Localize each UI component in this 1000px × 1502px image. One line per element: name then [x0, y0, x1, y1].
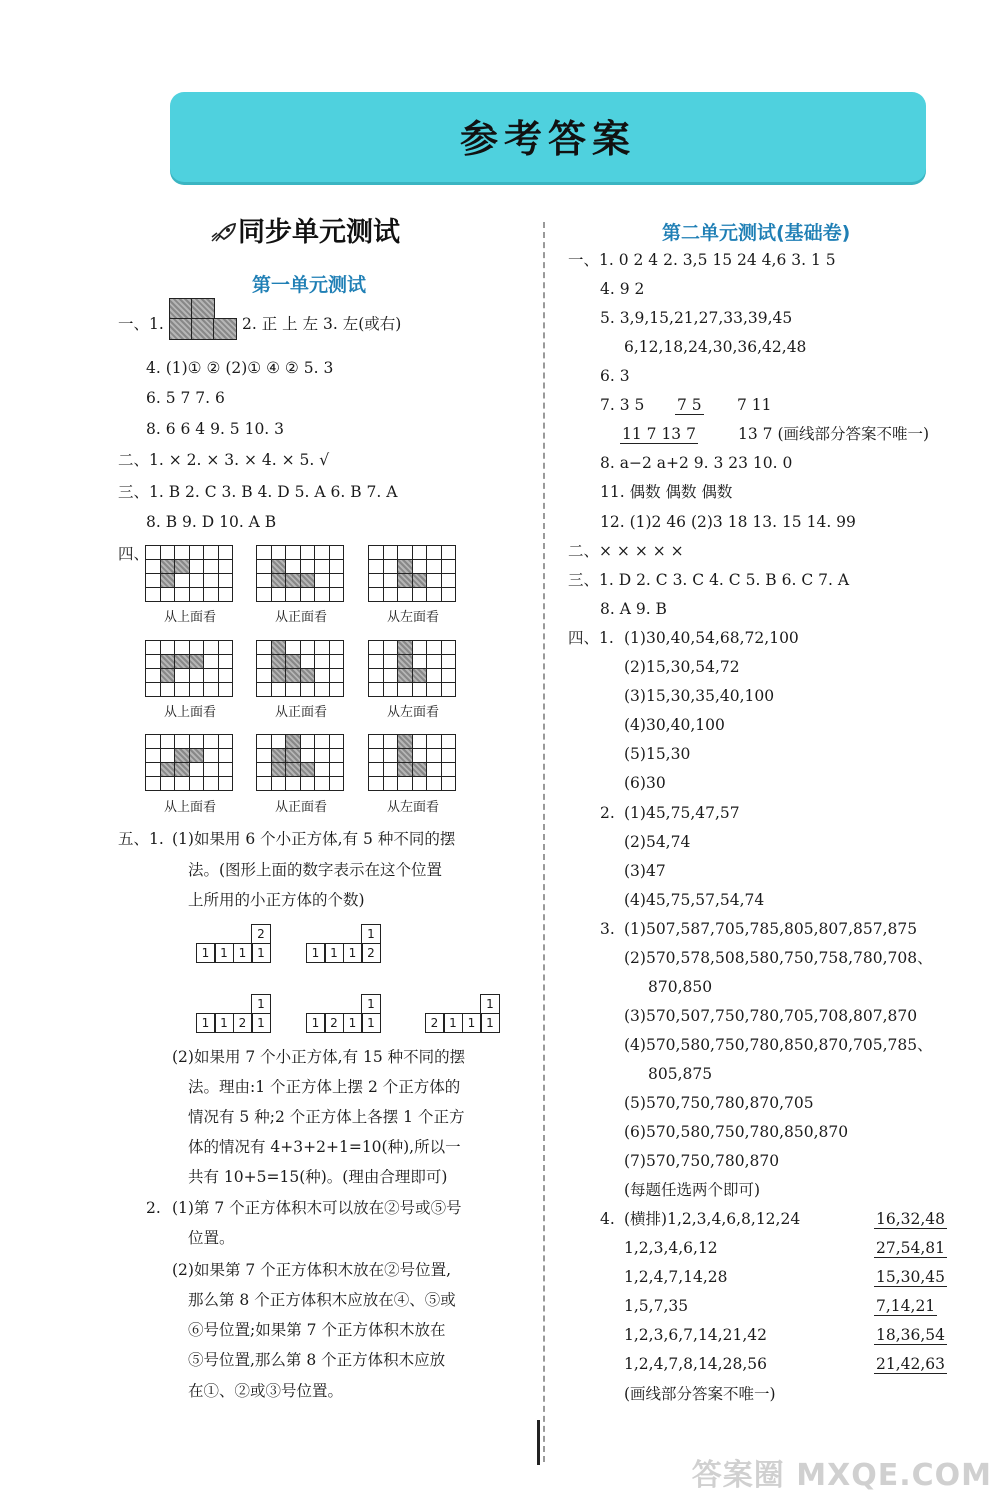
answer-line: 1,2,4,7,8,14,28,56: [624, 1355, 767, 1373]
answer-line: (4)30,40,100: [624, 716, 725, 734]
banner-title: 参考答案: [459, 117, 636, 161]
answer-line: (2)570,578,508,580,750,758,780,708、: [624, 949, 933, 967]
underlined-answer: 27,54,81: [876, 1239, 946, 1257]
view-grid: [145, 734, 233, 791]
answer-line: [874, 1354, 947, 1374]
answer-line: 体的情况有 4+3+2+1=10(种),所以一: [188, 1138, 461, 1156]
answer-line: 上所用的小正方体的个数): [188, 891, 365, 909]
view-label: 从上面看: [163, 705, 216, 720]
cube-arrangement: [307, 994, 381, 1033]
cube-arrangement: [307, 924, 381, 963]
unit2-title: 第二单元测试(基础卷): [662, 222, 851, 244]
answer-line: [874, 1238, 947, 1258]
cube-cell: 1: [480, 1013, 500, 1033]
underlined-answer: 15,30,45: [876, 1268, 946, 1286]
answer-line: 1,2,4,7,14,28: [624, 1268, 728, 1286]
answer-line: 12. (1)2 46 (2)3 18 13. 15 14. 99: [600, 513, 856, 531]
answer-line: (3)47: [624, 862, 666, 880]
answer-line: ⑤号位置,那么第 8 个正方体积木应放: [188, 1351, 446, 1369]
answer-line: (5)15,30: [624, 745, 691, 763]
answer-line: (画线部分答案不唯一): [624, 1385, 776, 1403]
view-grid: [368, 545, 456, 602]
answer-line: 在①、②或③号位置。: [188, 1382, 344, 1400]
answer-line: [874, 1296, 937, 1316]
answer-line: 二、× × × × ×: [568, 542, 684, 560]
answer-line: (3)570,507,750,780,705,708,807,870: [624, 1007, 918, 1025]
cube-arrangement: [197, 924, 271, 963]
cube-cell: 2: [251, 924, 271, 944]
cube-cell: 1: [343, 1013, 363, 1033]
answer-line: [874, 1325, 947, 1345]
answer-line: 7 11: [737, 396, 772, 414]
answer-line: 三、1. B 2. C 3. B 4. D 5. A 6. B 7. A: [118, 483, 398, 501]
unit1-title: 第一单元测试: [252, 274, 367, 296]
answer-line: 法。(图形上面的数字表示在这个位置: [188, 861, 443, 879]
answer-line: 那么第 8 个正方体积木应放在④、⑤或: [188, 1291, 456, 1309]
answer-line: (6)30: [624, 774, 666, 792]
answer-line: (1)第 7 个正方体积木可以放在②号或⑤号: [172, 1199, 462, 1217]
answer-line: (1)30,40,54,68,72,100: [624, 629, 799, 647]
answer-line: 8. 6 6 4 9. 5 10. 3: [146, 420, 285, 438]
cube-cell: 1: [462, 1013, 482, 1033]
bottom-mark: [537, 1420, 540, 1465]
answer-line: 法。理由:1 个正方体上摆 2 个正方体的: [188, 1078, 461, 1096]
answer-line: (2)如果用 7 个小正方体,有 15 种不同的摆: [172, 1048, 466, 1066]
answer-line: (5)570,750,780,870,705: [624, 1094, 814, 1112]
answer-line: 2.: [600, 804, 615, 822]
cube-cell: 1: [324, 943, 344, 963]
answer-line: 五、1.: [118, 830, 164, 848]
answer-line: 三、1. D 2. C 3. C 4. C 5. B 6. C 7. A: [568, 571, 850, 589]
answer-line: 8. A 9. B: [600, 600, 667, 618]
rocket-icon: [210, 223, 236, 243]
view-grid: [256, 640, 344, 697]
answer-line: 一、1.: [118, 315, 164, 333]
answer-line: 一、1. 0 2 4 2. 3,5 15 24 4,6 3. 1 5: [568, 251, 836, 269]
underlined-answer: 7 5: [677, 396, 702, 414]
answer-line: 870,850: [648, 978, 713, 996]
answer-line: [675, 395, 704, 415]
cube-cell: 1: [196, 943, 216, 963]
answer-line: 8. B 9. D 10. A B: [146, 513, 277, 531]
answer-line: 2.: [146, 1199, 161, 1217]
answer-line: (4)45,75,57,54,74: [624, 891, 765, 909]
cube-cell: 1: [251, 1013, 271, 1033]
view-grid: [368, 734, 456, 791]
cube-figure: [170, 299, 236, 339]
cube-cell: 1: [196, 1013, 216, 1033]
underlined-answer: 7,14,21: [876, 1297, 936, 1315]
answer-line: (6)570,580,750,780,850,870: [624, 1123, 849, 1141]
answer-line: 四、: [118, 545, 150, 563]
column-divider: [543, 222, 545, 1462]
underlined-answer: 16,32,48: [876, 1210, 946, 1228]
answer-line: 情况有 5 种;2 个正方体上各摆 1 个正方: [188, 1108, 465, 1126]
cube-cell: 1: [214, 943, 234, 963]
view-label: 从正面看: [274, 800, 327, 815]
answer-line: 3.: [600, 920, 615, 938]
answer-line: (1)507,587,705,785,805,807,857,875: [624, 920, 918, 938]
cube-cell: 1: [361, 924, 381, 944]
view-label: 从上面看: [163, 610, 216, 625]
cube-cell: 1: [361, 994, 381, 1014]
answer-line: (7)570,750,780,870: [624, 1152, 780, 1170]
view-label: 从左面看: [386, 610, 439, 625]
answer-line: 4. (1)① ② (2)① ④ ② 5. 3: [146, 359, 334, 377]
answer-line: 6. 5 7 7. 6: [146, 389, 225, 407]
view-grid: [368, 640, 456, 697]
underlined-answer: 21,42,63: [876, 1355, 946, 1373]
cube-arrangement: [426, 994, 500, 1033]
answer-line: (3)15,30,35,40,100: [624, 687, 775, 705]
answer-line: 7. 3 5: [600, 396, 645, 414]
answer-line: (2)54,74: [624, 833, 691, 851]
answer-line: 8. a−2 a+2 9. 3 23 10. 0: [600, 454, 793, 472]
answer-line: 2. 正 上 左 3. 左(或右): [242, 315, 402, 333]
answer-line: [874, 1267, 947, 1287]
answer-line: 4.: [600, 1210, 615, 1228]
answer-line: [874, 1209, 947, 1229]
cube-cell: 1: [233, 943, 253, 963]
cube-cell: 1: [343, 943, 363, 963]
cube-cell: 2: [425, 1013, 445, 1033]
answer-line: 13 7 (画线部分答案不唯一): [738, 425, 930, 443]
cube-cell: 1: [443, 1013, 463, 1033]
cube-cell: 1: [214, 1013, 234, 1033]
answer-line: (2)15,30,54,72: [624, 658, 740, 676]
view-grid: [145, 545, 233, 602]
view-grid: [145, 640, 233, 697]
cube-cell: 1: [361, 1013, 381, 1033]
answer-line: 二、1. × 2. × 3. × 4. × 5. √: [118, 451, 330, 469]
watermark: 答案圈 MXQE.COM: [691, 1458, 992, 1493]
answer-line: 1,5,7,35: [624, 1297, 689, 1315]
view-label: 从左面看: [386, 705, 439, 720]
cube-cell: 1: [306, 1013, 326, 1033]
cube-arrangement: [197, 994, 271, 1033]
view-label: 从正面看: [274, 705, 327, 720]
cube-cell: 1: [480, 994, 500, 1014]
main-title: [210, 210, 400, 249]
cube-cell: 2: [233, 1013, 253, 1033]
underlined-answer: 11 7 13 7: [622, 425, 696, 443]
answer-line: 1,2,3,6,7,14,21,42: [624, 1326, 767, 1344]
view-grid: [256, 545, 344, 602]
answer-line: 6,12,18,24,30,36,42,48: [624, 338, 807, 356]
cube-cell: 1: [251, 994, 271, 1014]
view-label: 从正面看: [274, 610, 327, 625]
answer-line: (横排)1,2,3,4,6,8,12,24: [624, 1210, 801, 1228]
answer-line: 1,2,3,4,6,12: [624, 1239, 718, 1257]
answer-line: 位置。: [188, 1229, 235, 1247]
cube-cell: 1: [251, 943, 271, 963]
cube-cell: 2: [361, 943, 381, 963]
view-grid: [256, 734, 344, 791]
view-label: 从左面看: [386, 800, 439, 815]
answer-line: 共有 10+5=15(种)。(理由合理即可): [188, 1168, 448, 1186]
main-title-text: 同步单元测试: [238, 217, 400, 248]
answer-line: (1)如果用 6 个小正方体,有 5 种不同的摆: [172, 830, 456, 848]
cube-cell: 1: [306, 943, 326, 963]
answer-line: 4. 9 2: [600, 280, 645, 298]
answer-line: 11. 偶数 偶数 偶数: [600, 483, 733, 501]
answer-line: 四、1.: [568, 629, 614, 647]
cube-cell: 2: [324, 1013, 344, 1033]
answer-line: 5. 3,9,15,21,27,33,39,45: [600, 309, 793, 327]
answer-banner: [170, 92, 926, 182]
answer-line: ⑥号位置;如果第 7 个正方体积木放在: [188, 1321, 446, 1339]
answer-line: (2)如果第 7 个正方体积木放在②号位置,: [172, 1261, 452, 1279]
underlined-answer: 18,36,54: [876, 1326, 946, 1344]
answer-line: (4)570,580,750,780,850,870,705,785、: [624, 1036, 933, 1054]
answer-line: 805,875: [648, 1065, 713, 1083]
answer-line: (每题任选两个即可): [624, 1181, 761, 1199]
view-label: 从上面看: [163, 800, 216, 815]
answer-line: (1)45,75,47,57: [624, 804, 740, 822]
answer-line: 6. 3: [600, 367, 630, 385]
answer-line: [620, 424, 698, 444]
